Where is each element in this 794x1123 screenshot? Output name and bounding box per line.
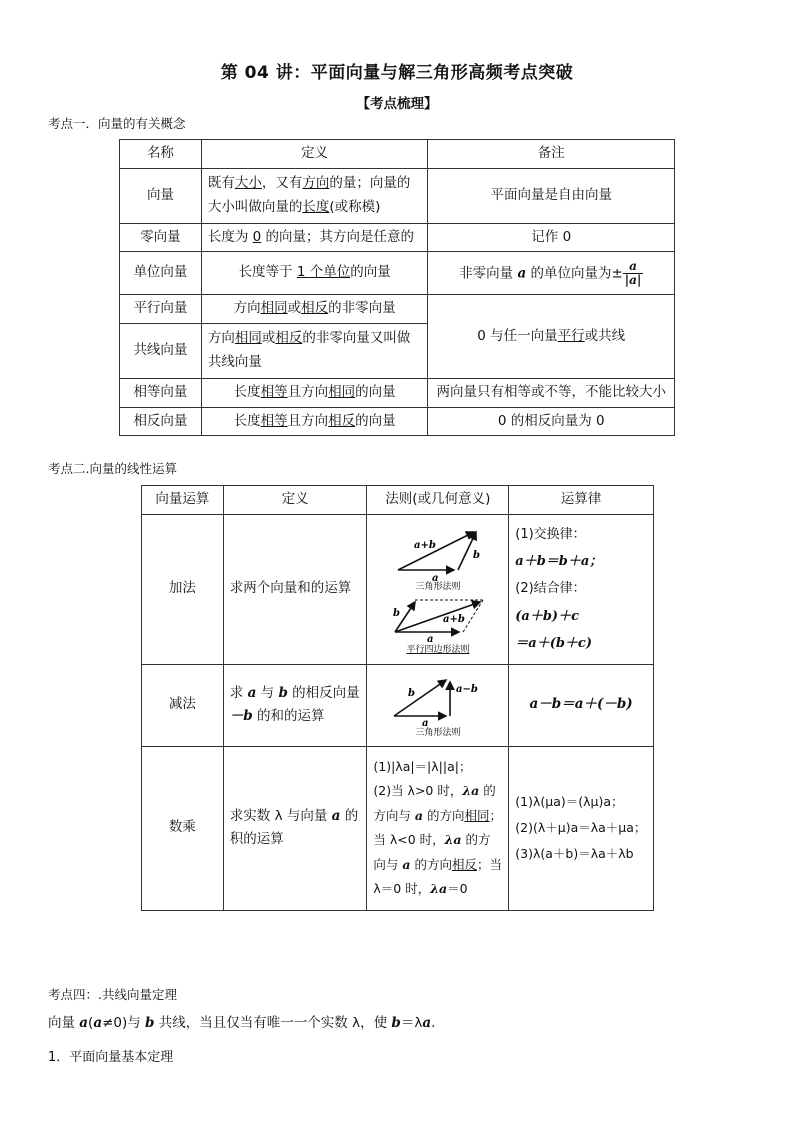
row-note: 记作 0 — [428, 223, 675, 252]
table-row — [120, 168, 675, 223]
row-definition: 长度相等且方向相反的向量 — [201, 407, 428, 436]
section-heading-4: 考点四：.共线向量定理 — [48, 987, 177, 1002]
label-a-plus-b: a+b — [413, 540, 436, 552]
row-note: 非零向量 a 的单位向量为± $\frac{a}{|a|}$ — [428, 252, 675, 295]
label-b: b — [407, 688, 415, 700]
caption-parallelogram-rule: 平行四边形法则 — [406, 645, 470, 655]
row-definition: 方向相同或相反的非零向量又叫做共线向量 — [201, 323, 428, 378]
table-row — [120, 223, 675, 252]
row-name: 向量 — [120, 168, 202, 223]
row-name: 单位向量 — [120, 252, 202, 295]
page-title: 第 04 讲：平面向量与解三角形高频考点突破 — [220, 63, 574, 83]
row-name: 相反向量 — [120, 407, 202, 436]
row-note: 平面向量是自由向量 — [428, 168, 675, 223]
label-a: a — [431, 573, 439, 585]
label-b: b — [392, 608, 400, 620]
label-a: a — [426, 634, 434, 646]
linear-operations-table — [141, 485, 654, 911]
label-a-minus-b: a−b — [455, 684, 478, 696]
operation-definition: 求两个向量和的运算 — [223, 514, 367, 664]
parallelogram-rule-diagram — [383, 592, 493, 654]
header-rule: 法则(或几何意义) — [367, 486, 509, 515]
unit-vector-fraction: $\frac{a}{|a|}$ — [624, 258, 642, 287]
operation-name: 减法 — [142, 664, 224, 746]
vector-concepts-table — [119, 139, 675, 436]
table-row — [120, 378, 675, 407]
row-name: 零向量 — [120, 223, 202, 252]
label-b: b — [472, 550, 480, 562]
table-row — [120, 407, 675, 436]
subtraction-diagram-cell — [367, 664, 509, 746]
scalar-laws: (1)λ(μa)＝(λμ)a； (2)(λ＋μ)a＝λa＋μa； (3)λ(a＋b)＝λa＋λb — [509, 746, 654, 910]
header-note: 备注 — [428, 140, 675, 169]
row-note: 0 与任一向量平行或共线 — [428, 295, 675, 379]
header-name: 名称 — [120, 140, 202, 169]
section-heading-2: 考点二.向量的线性运算 — [48, 461, 177, 476]
row-name: 共线向量 — [120, 323, 202, 378]
operation-definition: 求实数 λ 与向量 a 的积的运算 — [223, 746, 367, 910]
vector-sum-arrow — [392, 602, 480, 632]
row-definition: 长度等于 1 个单位的向量 — [201, 252, 428, 295]
page-subtitle: 【考点梳理】 — [356, 96, 438, 112]
row-definition: 长度相等且方向相同的向量 — [201, 378, 428, 407]
row-note: 0 的相反向量为 0 — [428, 407, 675, 436]
table-row-addition — [142, 514, 654, 664]
header-operation: 向量运算 — [142, 486, 224, 515]
header-laws: 运算律 — [509, 486, 654, 515]
vector-b-arrow — [394, 680, 446, 716]
table-row — [120, 295, 675, 324]
subtraction-triangle-diagram — [388, 674, 488, 736]
table-row — [120, 252, 675, 295]
operation-name: 数乘 — [142, 746, 224, 910]
caption-triangle-rule: 三角形法则 — [415, 728, 461, 737]
table-header-row — [142, 486, 654, 515]
vector-sum-arrow — [398, 532, 474, 570]
subsection-heading-basic-theorem: 1．平面向量基本定理 — [48, 1050, 174, 1065]
addition-diagrams — [367, 514, 509, 664]
triangle-rule-diagram — [388, 524, 488, 590]
operation-definition: 求 a 与 b 的相反向量 －b 的和的运算 — [223, 664, 367, 746]
section-heading-1: 考点一．向量的有关概念 — [48, 116, 186, 131]
header-definition: 定义 — [223, 486, 367, 515]
row-name: 平行向量 — [120, 295, 202, 324]
row-definition: 方向相同或相反的非零向量 — [201, 295, 428, 324]
row-definition: 既有大小，又有方向的量；向量的大小叫做向量的长度(或称模) — [201, 168, 428, 223]
row-note: 两向量只有相等或不等，不能比较大小 — [428, 378, 675, 407]
label-a: a — [421, 718, 429, 730]
table-header-row — [120, 140, 675, 169]
operation-name: 加法 — [142, 514, 224, 664]
caption-triangle-rule: 三角形法则 — [415, 582, 461, 591]
label-a-plus-b: a+b — [442, 614, 465, 626]
table-row-scalar-multiplication — [142, 746, 654, 910]
scalar-rules: (1)|λa|＝|λ||a|； (2)当 λ>0 时，λa 的方向与 a 的方向相同；当 λ<0 时，λa 的方向与 a 的方向相反；当 λ＝0 时，λa＝0 — [367, 746, 509, 910]
addition-laws: (1)交换律： a＋b＝b＋a； (2)结合律： (a＋b)＋c ＝a＋(b＋c) — [509, 514, 654, 664]
table-row-subtraction — [142, 664, 654, 746]
row-definition: 长度为 0 的向量；其方向是任意的 — [201, 223, 428, 252]
row-name: 相等向量 — [120, 378, 202, 407]
subtraction-law: a－b＝a＋(－b) — [509, 664, 654, 746]
collinear-theorem-text: 向量 a(a≠0)与 b 共线，当且仅当有唯一一个实数 λ，使 b＝λa. — [48, 1015, 436, 1031]
header-definition: 定义 — [201, 140, 428, 169]
